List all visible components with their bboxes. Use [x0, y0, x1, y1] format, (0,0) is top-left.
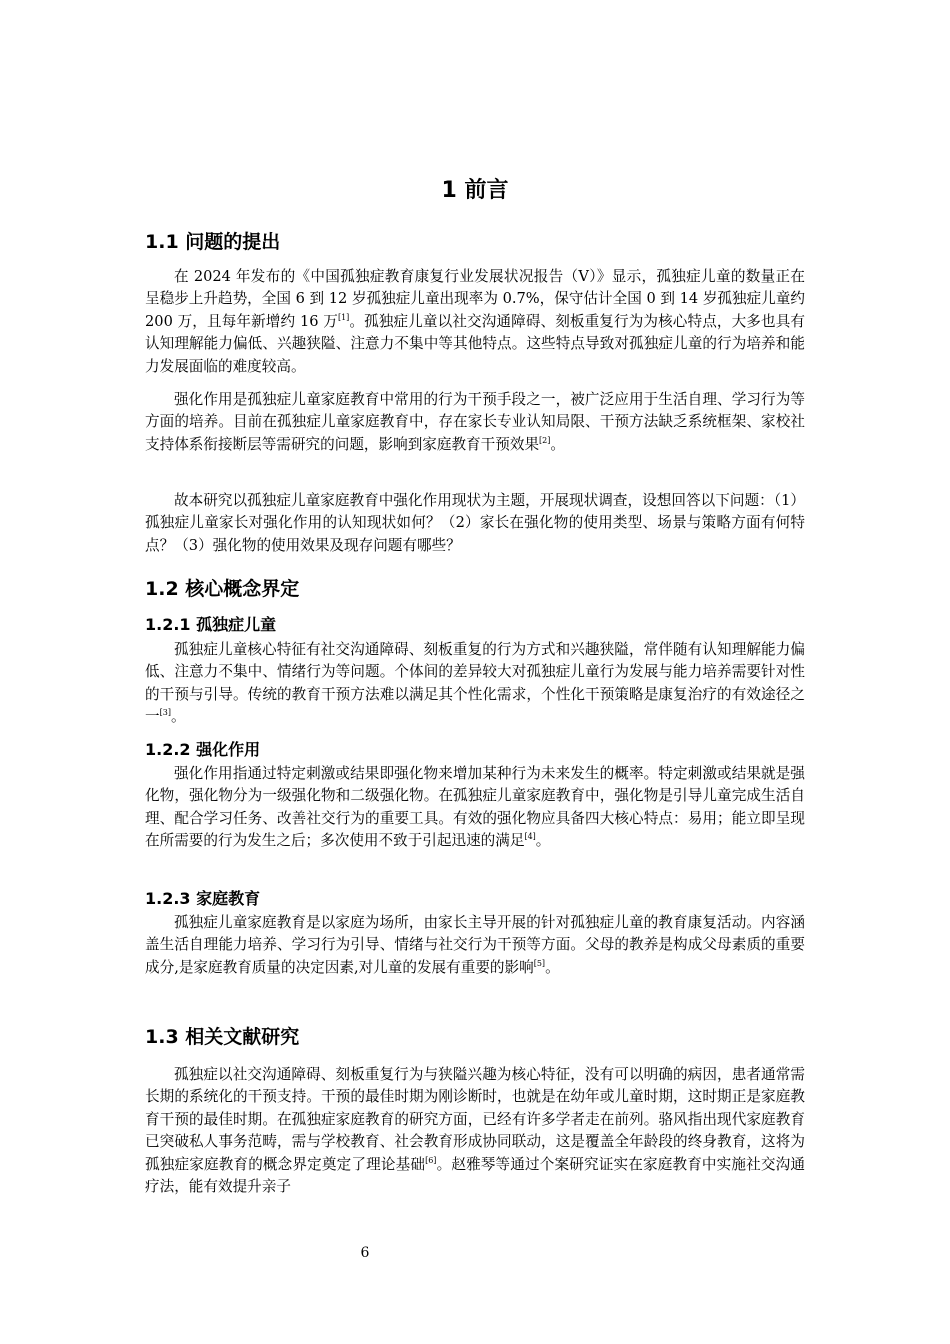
paragraph-1-1-c: 故本研究以孤独症儿童家庭教育中强化作用现状为主题，开展现状调查，设想回答以下问题：（1）孤独症儿童家长对强化作用的认知现状如何？（2）家长在强化物的使用类型、场景与策略方面有何特点？（3）强化物的使用效果及现存问题有哪些？: [145, 492, 805, 554]
paragraph-1-3-a: 孤独症以社交沟通障碍、刻板重复行为与狭隘兴趣为核心特征，没有可以明确的病因，患者通常需长期的系统化的干预支持。干预的最佳时期为刚诊断时，也就是在幼年或儿童时期，这时期正是家庭教育干预的最佳时期。在孤独症家庭教育的研究方面，已经有许多学者走在前列。骆风指出现代家庭教育已突破私人事务范畴，需与学校教育、社会教育形成协同联动，这是覆盖全年龄段的终身教育，这将为孤独症家庭教育的概念界定奠定了理论基础[6]。赵雅琴等通过个案研究证实在家庭教育中实施社交沟通疗法，能有效提升亲子: [145, 1066, 805, 1196]
paragraph-1-2-3: 孤独症儿童家庭教育是以家庭为场所，由家长主导开展的针对孤独症儿童的教育康复活动。内容涵盖生活自理能力培养、学习行为引导、情绪与社交行为干预等方面。父母的教养是构成父母素质的重要成分,是家庭教育质量的决定因素,对儿童的发展有重要的影响[5]。: [145, 914, 805, 976]
section-heading-1-2: 1.2 核心概念界定: [145, 578, 300, 600]
citation: [3]: [159, 708, 171, 718]
section-heading-1-3: 1.3 相关文献研究: [145, 1026, 300, 1048]
subsection-heading-1-2-2: 1.2.2 强化作用: [145, 740, 261, 759]
paragraph-1-2-1: 孤独症儿童核心特征有社交沟通障碍、刻板重复的行为方式和兴趣狭隘，常伴随有认知理解能力偏低、注意力不集中、情绪行为等问题。个体间的差异较大对孤独症儿童行为发展与能力培养需要针对性的干预与引导。传统的教育干预方法难以满足其个性化需求，个性化干预策略是康复治疗的有效途径之一[3]。: [145, 641, 805, 726]
citation: [6]: [425, 1155, 437, 1165]
paragraph-1-1-a: 在 2024 年发布的《中国孤独症教育康复行业发展状况报告（Ⅴ）》显示，孤独症儿童的数量正在呈稳步上升趋势，全国 6 到 12 岁孤独症儿童出现率为 0.7%，保守估计全国 0 到 14 岁孤独症儿童约 200 万，且每年新增约 16 万[1]。孤独症儿童以社交沟通障碍、刻板重复行为为核心特点，大多也具有认知理解能力偏低、兴趣狭隘、注意力不集中等其他特点。这些特点导致对孤独症儿童的行为培养和能力发展面临的难度较高。: [145, 268, 805, 375]
citation: [4]: [524, 832, 536, 842]
subsection-heading-1-2-1: 1.2.1 孤独症儿童: [145, 615, 277, 634]
subsection-heading-1-2-3: 1.2.3 家庭教育: [145, 889, 261, 908]
paragraph-1-2-2: 强化作用指通过特定刺激或结果即强化物来增加某种行为未来发生的概率。特定刺激或结果就是强化物，强化物分为一级强化物和二级强化物。在孤独症儿童家庭教育中，强化物是引导儿童完成生活自理、配合学习任务、改善社交行为的重要工具。有效的强化物应具备四大核心特点：易用；能立即呈现在所需要的行为发生之后；多次使用不致于引起迅速的满足[4]。: [145, 765, 805, 850]
citation: [1]: [337, 312, 350, 322]
paragraph-1-1-b: 强化作用是孤独症儿童家庭教育中常用的行为干预手段之一，被广泛应用于生活自理、学习行为等方面的培养。目前在孤独症儿童家庭教育中，存在家长专业认知局限、干预方法缺乏系统框架、家校社支持体系衔接断层等需研究的问题，影响到家庭教育干预效果[2]。: [145, 391, 805, 453]
section-heading-1-1: 1.1 问题的提出: [145, 231, 281, 253]
page-number: 6: [360, 1245, 370, 1261]
citation: [5]: [533, 958, 546, 968]
citation: [2]: [539, 435, 551, 445]
chapter-title: 1 前言: [441, 178, 509, 203]
